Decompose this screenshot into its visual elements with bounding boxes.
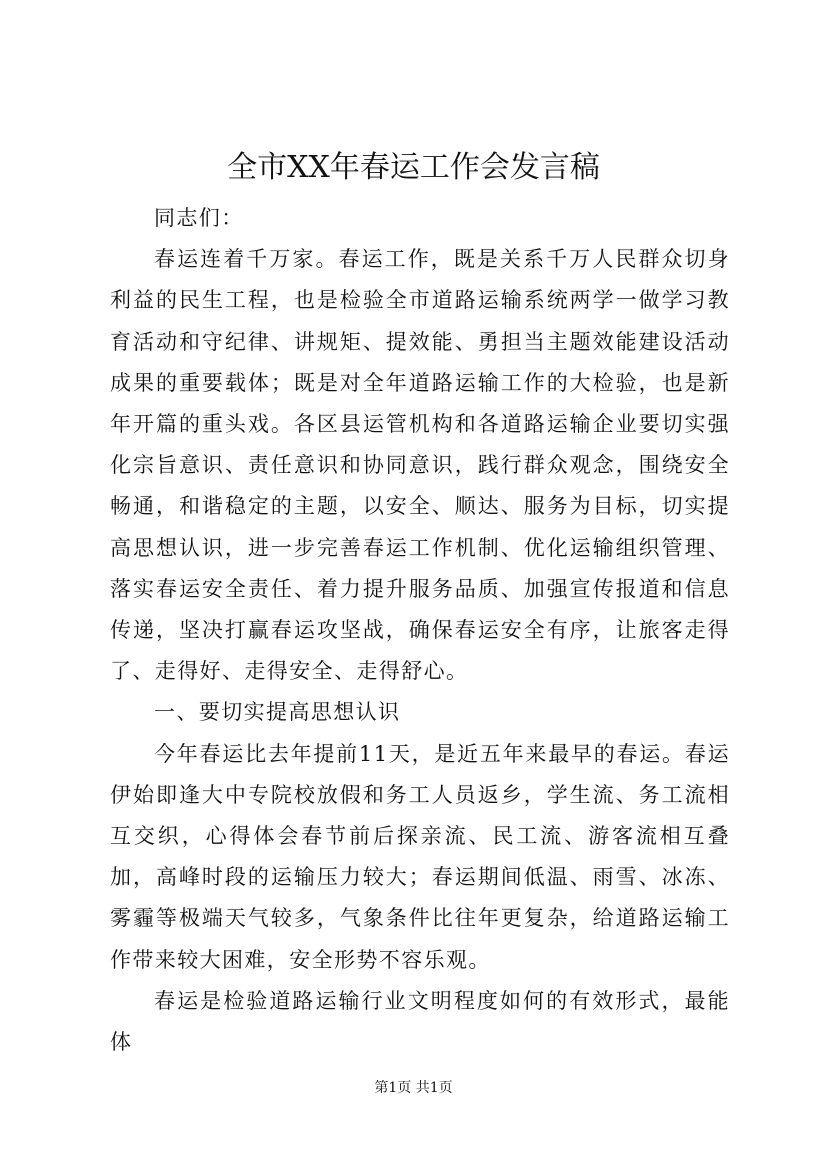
paragraph-intro: 春运连着千万家。春运工作，既是关系千万人民群众切身利益的民生工程，也是检验全市道路运输系统两学一做学习教育活动和守纪律、讲规矩、提效能、勇担当主题效能建设活动成果的重要载体；既是对全年道路运输工作的大检验，也是新年开篇的重头戏。各区县运管机构和各道路运输企业要切实强化宗旨意识、责任意识和协同意识，践行群众观念，围绕安全畅通，和谐稳定的主题，以安全、顺达、服务为目标，切实提高思想认识，进一步完善春运工作机制、优化运输组织管理、落实春运安全责任、着力提升服务品质、加强宣传报道和信息传递，坚决打赢春运攻坚战，确保春运安全有序，让旅客走得了、走得好、走得安全、走得舒心。 (110, 247, 730, 684)
section-heading-1: 一、要切实提高思想认识 (154, 700, 401, 725)
document-title: 全市XX年春运工作会发言稿 (227, 150, 600, 185)
document-body (110, 198, 730, 1063)
paragraph-continued: 春运是检验道路运输行业文明程度如何的有效形式，最能体 (110, 988, 730, 1055)
page-footer: 第1页 共1页 (374, 1080, 453, 1096)
paragraph-section-1: 今年春运比去年提前11天，是近五年来最早的春运。春运伊始即逢大中专院校放假和务工人员返乡，学生流、务工流相互交织，心得体会春节前后探亲流、民工流、游客流相互叠加，高峰时段的运输压力较大；春运期间低温、雨雪、冰冻、雾霾等极端天气较多，气象条件比往年更复杂，给道路运输工作带来较大困难，安全形势不容乐观。 (110, 741, 730, 972)
salutation: 同志们： (154, 206, 244, 230)
